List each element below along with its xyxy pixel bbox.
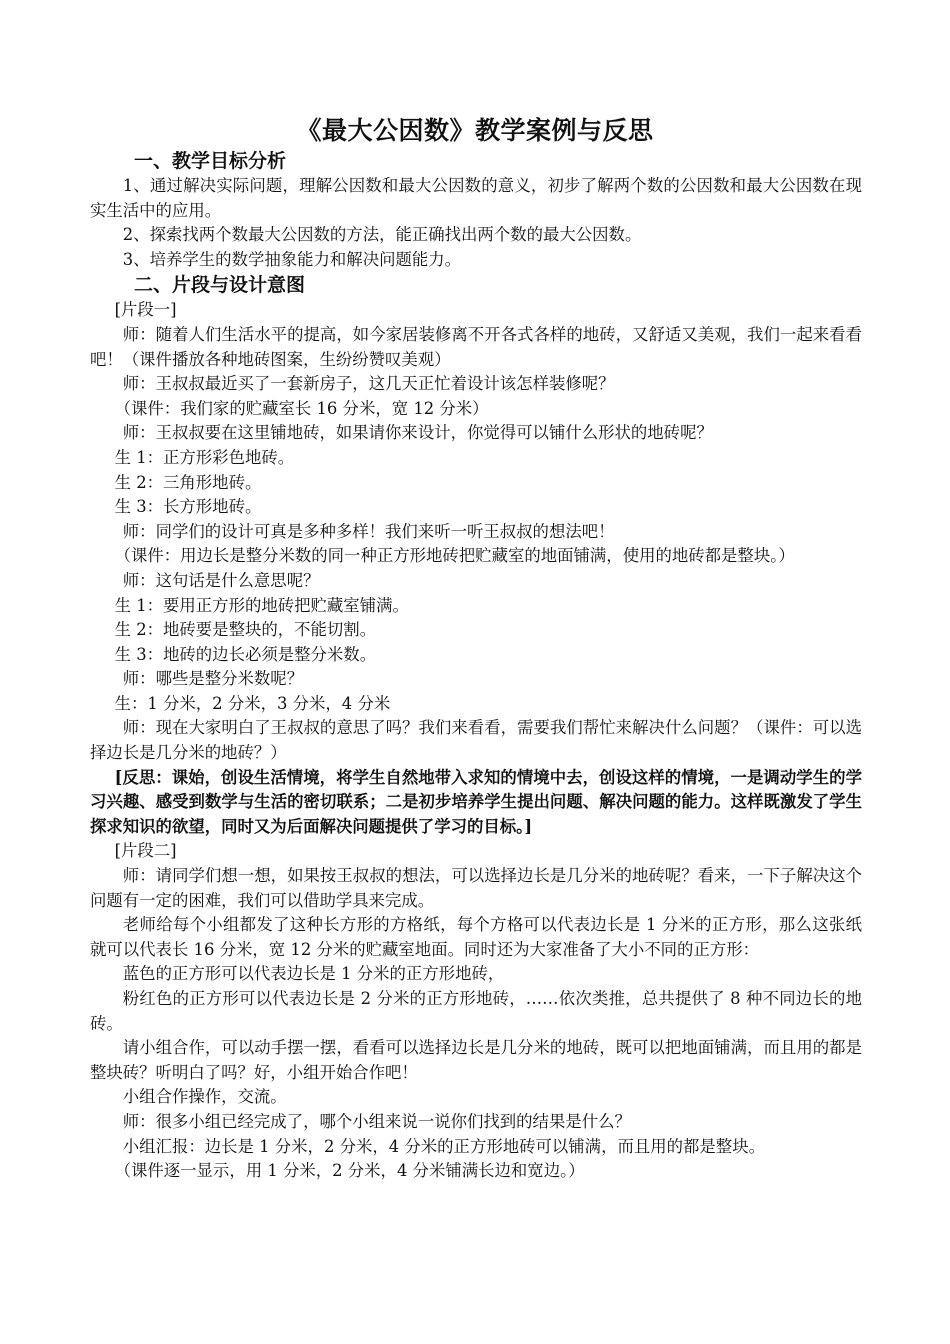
dialogue-paragraph: 师：请同学们想一想，如果按王叔叔的想法，可以选择边长是几分米的地砖呢？看来，一下子解决这个问题有一定的困难，我们可以借助学具来完成。 (90, 866, 862, 910)
page-title: 《最大公因数》教学案例与反思 (296, 116, 654, 145)
dialogue-paragraph: 请小组合作，可以动手摆一摆，看看可以选择边长是几分米的地砖，既可以把地面铺满，而且用的都是整块砖？听明白了吗？好，小组开始合作吧！ (90, 1038, 862, 1082)
dialogue-paragraph: 师：哪些是整分米数呢？ (122, 669, 304, 689)
dialogue-paragraph: 师：现在大家明白了王叔叔的意思了吗？我们来看看，需要我们帮忙来解决什么问题？（课件：可以选择边长是几分米的地砖？） (90, 718, 862, 763)
dialogue-paragraph: 师：这句话是什么意思呢？ (122, 570, 320, 590)
dialogue-paragraph: 粉红色的正方形可以代表边长是 2 分米的正方形地砖，……依次类推，总共提供了 8 种不同边长的地砖。 (90, 989, 862, 1033)
dialogue-paragraph: 小组汇报：边长是 1 分米，2 分米，4 分米的正方形地砖可以铺满，而且用的都是整块。 (122, 1136, 765, 1156)
dialogue-paragraph: 师：随着人们生活水平的提高，如今家居装修离不开各式各样的地砖，又舒适又美观，我们一起来看看吧！（课件播放各种地砖图案，生纷纷赞叹美观） (90, 324, 862, 369)
dialogue-paragraph: 蓝色的正方形可以代表边长是 1 分米的正方形地砖， (122, 964, 505, 984)
dialogue-paragraph: 老师给每个小组都发了这种长方形的方格纸，每个方格可以代表边长是 1 分米的正方形，那么这张纸就可以代表长 16 分米，宽 12 分米的贮藏室地面。同时还为大家准备了大小不同的正方形： (90, 915, 862, 959)
dialogue-paragraph: 小组合作操作，交流。 (122, 1087, 287, 1107)
document-body (90, 148, 862, 1184)
dialogue-paragraph: 生 3：长方形地砖。 (114, 497, 262, 517)
reflection-paragraph: [反思：课始，创设生活情境，将学生自然地带入求知的情境中去，创设这样的情境，一是调动学生的学习兴趣、感受到数学与生活的密切联系；二是初步培养学生提出问题、解决问题的能力。这样既激发了学生探求知识的欲望，同时又为后面解决问题提供了学习的目标。] (90, 767, 862, 836)
dialogue-paragraph: 生 2：地砖要是整块的，不能切割。 (114, 620, 377, 640)
objective-item: 1、通过解决实际问题，理解公因数和最大公因数的意义，初步了解两个数的公因数和最大公因数在现实生活中的应用。 (90, 176, 862, 220)
dialogue-paragraph: （课件逐一显示，用 1 分米，2 分米，4 分米铺满长边和宽边。） (114, 1161, 585, 1181)
segment-label: [片段二] (114, 841, 177, 861)
dialogue-paragraph: 师：王叔叔最近买了一套新房子，这几天正忙着设计该怎样装修呢？ (122, 374, 615, 394)
section-heading-objectives: 一、教学目标分析 (134, 150, 287, 172)
dialogue-paragraph: 生 1：正方形彩色地砖。 (114, 447, 295, 467)
objective-item: 2、探索找两个数最大公因数的方法，能正确找出两个数的最大公因数。 (122, 225, 642, 245)
dialogue-paragraph: （课件：我们家的贮藏室长 16 分米，宽 12 分米） (114, 398, 489, 418)
dialogue-paragraph: 师：王叔叔要在这里铺地砖，如果请你来设计，你觉得可以铺什么形状的地砖呢？ (122, 423, 713, 443)
dialogue-paragraph: 生 2：三角形地砖。 (114, 472, 262, 492)
dialogue-paragraph: 生：1 分米，2 分米，3 分米，4 分米 (114, 693, 391, 713)
dialogue-paragraph: 生 1：要用正方形的地砖把贮藏室铺满。 (114, 595, 409, 615)
dialogue-paragraph: 师：很多小组已经完成了，哪个小组来说一说你们找到的结果是什么？ (122, 1111, 631, 1131)
segment-label: [片段一] (114, 300, 177, 320)
objective-item: 3、培养学生的数学抽象能力和解决问题能力。 (122, 249, 462, 269)
dialogue-paragraph: 师：同学们的设计可真是多种多样！我们来听一听王叔叔的想法吧！ (122, 521, 615, 541)
dialogue-paragraph: （课件：用边长是整分米数的同一种正方形地砖把贮藏室的地面铺满，使用的地砖都是整块。） (114, 546, 795, 566)
dialogue-paragraph: 生 3：地砖的边长必须是整分米数。 (114, 644, 377, 664)
section-heading-segments: 二、片段与设计意图 (134, 274, 306, 297)
